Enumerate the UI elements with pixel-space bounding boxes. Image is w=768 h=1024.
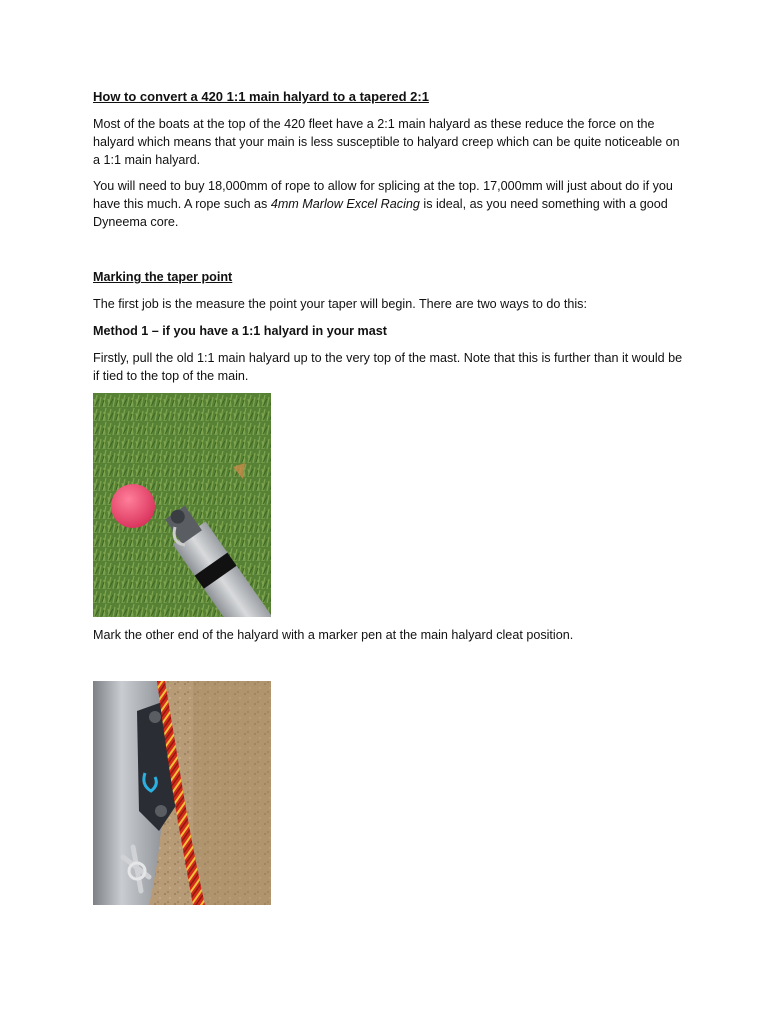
rope-paragraph [93, 177, 683, 231]
document-content [93, 88, 683, 905]
cleat-image [93, 681, 271, 905]
document-title: How to convert a 420 1:1 main halyard to a tapered 2:1 [93, 89, 429, 104]
section-intro: The first job is the measure the point your taper will begin. There are two ways to do this: [93, 297, 587, 311]
intro-paragraph: Most of the boats at the top of the 420 fleet have a 2:1 main halyard as these reduce the force on the halyard which means that your main is less susceptible to halyard creep which can be quite noticeable on a 1:1 main halyard. [93, 117, 680, 167]
method-heading: Method 1 – if you have a 1:1 halyard in your mast [93, 324, 387, 338]
cleat-photo [93, 681, 271, 905]
section-heading: Marking the taper point [93, 270, 233, 284]
method-step-2: Mark the other end of the halyard with a marker pen at the main halyard cleat position. [93, 628, 574, 642]
rope-text-before: You will need to buy 18,000mm of rope to allow for splicing at the top. 17,000mm will just about do if you have this much. A rope such as [93, 179, 673, 211]
rope-text-after: is ideal, as you need something with a good Dyneema core. [93, 197, 668, 229]
rope-product-name: 4mm Marlow Excel Racing [270, 197, 420, 211]
mast-top-photo [93, 393, 271, 617]
method-step-1: Firstly, pull the old 1:1 main halyard up to the very top of the mast. Note that this is further than it would be if tied to the top of the main. [93, 351, 683, 383]
mast-top-image [93, 393, 271, 617]
